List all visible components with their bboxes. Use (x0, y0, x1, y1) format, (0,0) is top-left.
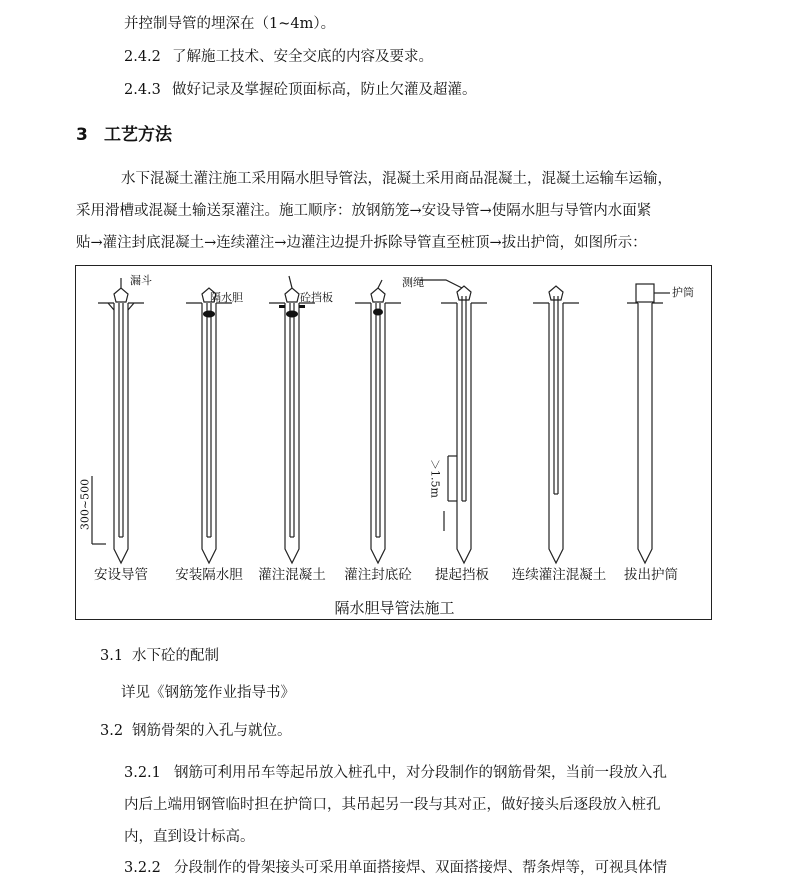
item-text: 钢筋可利用吊车等起吊放入桩孔中，对分段制作的钢筋骨架，当前一段放入孔 (174, 765, 667, 781)
pile-4 (355, 280, 401, 563)
paragraph-line: 内，直到设计标高。 (124, 829, 255, 845)
section-number: 3 (76, 125, 88, 145)
pile-5 (420, 280, 487, 563)
list-item-3-2-1 (124, 763, 667, 783)
label-rope: 测绳 (402, 276, 424, 289)
item-number: 3.2.1 (124, 765, 161, 781)
label-embed: ＞1.5m (428, 459, 442, 498)
label-casing: 护筒 (672, 286, 694, 299)
section-title: 工艺方法 (104, 125, 172, 145)
figure-box (75, 265, 712, 620)
subsection-title: 钢筋骨架的入孔与就位。 (132, 723, 292, 739)
subsection-body: 详见《钢筋笼作业指导书》 (121, 685, 295, 701)
paragraph-line: 贴→灌注封底混凝土→连续灌注→边灌注边提升拆除导管直至桩顶→拔出护筒，如图所示： (76, 235, 647, 251)
paragraph-line: 内后上端用钢管临时担在护筒口，其吊起另一段与其对正，做好接头后逐段放入桩孔 (124, 797, 661, 813)
subsection-3-1 (100, 646, 219, 666)
caption-1: 安设导管 (94, 567, 148, 583)
item-number: 2.4.2 (124, 49, 161, 65)
list-item-2-4-3 (124, 80, 477, 100)
pile-2 (186, 288, 232, 563)
text-line: 并控制导管的埋深在（1~4m）。 (124, 16, 336, 32)
figure-title: 隔水胆导管法施工 (334, 599, 455, 617)
paragraph-line: 采用滑槽或混凝土输送泵灌注。施工顺序：放钢筋笼→安设导管→使隔水胆与导管内水面紧 (76, 203, 652, 219)
caption-7: 拔出护筒 (624, 567, 678, 583)
label-depth: 300~500 (78, 478, 92, 531)
label-funnel: 漏斗 (130, 274, 152, 287)
item-text: 了解施工技术、安全交底的内容及要求。 (172, 49, 433, 65)
list-item-3-2-2 (124, 858, 667, 878)
label-plug: 隔水胆 (210, 291, 243, 304)
item-text: 做好记录及掌握砼顶面标高，防止欠灌及超灌。 (172, 82, 477, 98)
subsection-number: 3.2 (100, 723, 124, 739)
subsection-title: 水下砼的配制 (132, 648, 219, 664)
item-number: 2.4.3 (124, 82, 161, 98)
pile-3 (269, 276, 315, 563)
label-baffle: 砼挡板 (300, 291, 333, 304)
plug-icon (203, 311, 215, 318)
caption-2: 安装隔水胆 (175, 567, 243, 583)
list-item-2-4-2 (124, 47, 433, 67)
pile-1 (98, 278, 144, 563)
caption-5: 提起挡板 (435, 567, 489, 583)
caption-3: 灌注混凝土 (258, 567, 326, 583)
caption-4: 灌注封底砼 (344, 567, 412, 583)
caption-6: 连续灌注混凝土 (511, 567, 607, 583)
subsection-number: 3.1 (100, 648, 124, 664)
pile-7 (627, 284, 670, 563)
item-number: 3.2.2 (124, 860, 161, 876)
item-text: 分段制作的骨架接头可采用单面搭接焊、双面搭接焊、帮条焊等，可视具体情 (174, 860, 667, 876)
paragraph-line: 水下混凝土灌注施工采用隔水胆导管法，混凝土采用商品混凝土，混凝土运输车运输， (121, 171, 672, 187)
subsection-3-2 (100, 721, 292, 741)
section-heading (76, 124, 172, 146)
pile-6 (533, 286, 579, 563)
